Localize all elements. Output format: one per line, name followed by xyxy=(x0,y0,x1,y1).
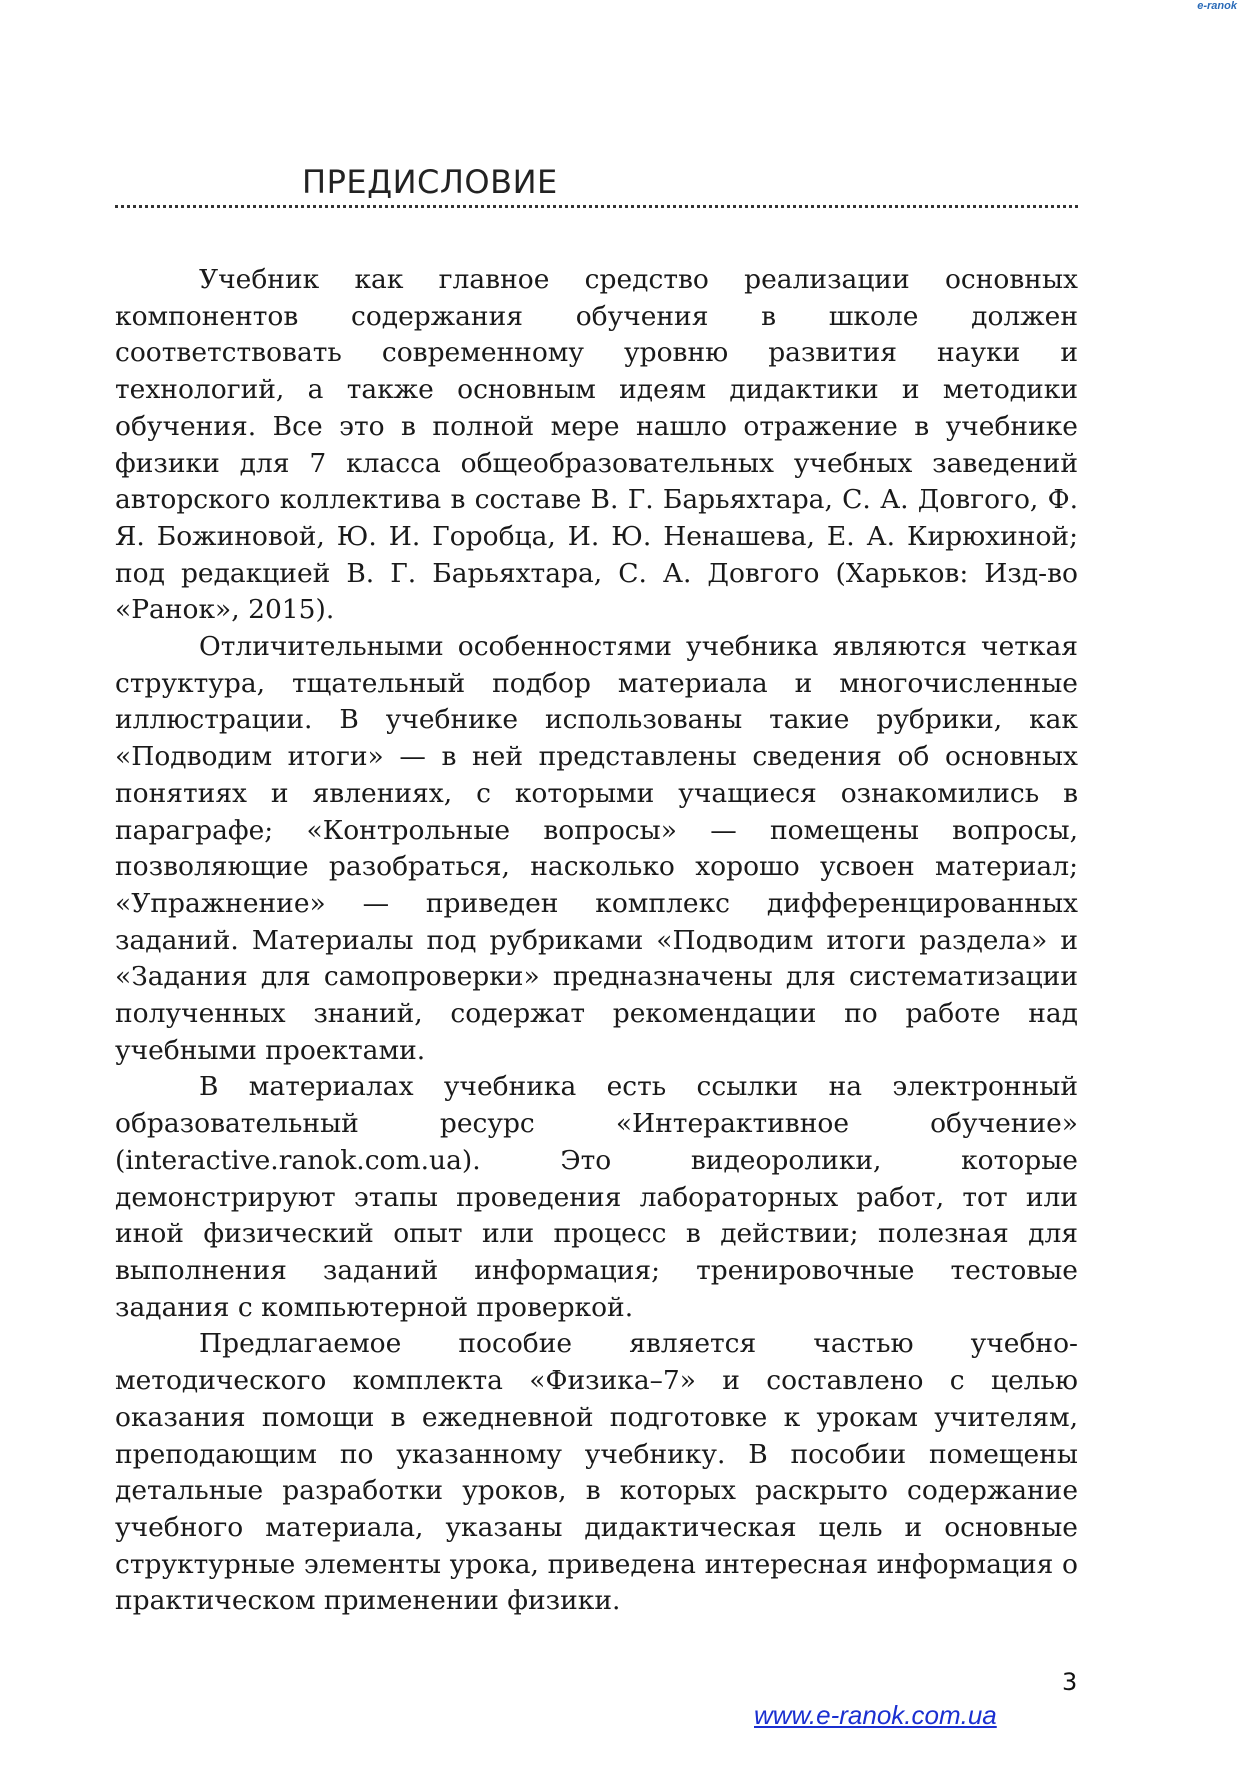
preface-body xyxy=(115,262,1078,1620)
paragraph-1: Учебник как главное средство реализации основных компонентов содержания обучения в школе должен соответствовать современному уровню развития науки и технологий, а также основным идеям дидактики и методики обучения. Все это в полной мере нашло отражение в учебнике физики для 7 класса общеобразовательных учебных заведений авторского коллектива в составе В. Г. Барьяхтара, С. А. Довгого, Ф. Я. Божиновой, Ю. И. Горобца, И. Ю. Ненашева, Е. А. Кирюхиной; под редакцией В. Г. Барьяхтара, С. А. Довгого (Харьков: Изд-во «Ранок», 2015). xyxy=(115,264,1078,626)
footer-website-link[interactable]: www.e-ranok.com.ua xyxy=(754,1700,997,1730)
page-title: ПРЕДИСЛОВИЕ xyxy=(302,163,558,201)
title-dotted-rule xyxy=(115,205,1078,208)
publisher-logo: e-ranok xyxy=(1197,0,1237,12)
paragraph-2: Отличительными особенностями учебника являются четкая структура, тщательный подбор материала и многочисленные иллюстрации. В учебнике использованы такие рубрики, как «Подводим итоги» — в ней представлены сведения об основных понятиях и явлениях, с которыми учащиеся ознакомились в параграфе; «Контрольные вопросы» — помещены вопросы, позволяющие разобраться, насколько хорошо усвоен материал; «Упражнение» — приведен комплекс дифференцированных заданий. Материалы под рубриками «Подводим итоги раздела» и «Задания для самопроверки» предназначены для систематизации полученных знаний, содержат рекомендации по работе над учебными проектами. xyxy=(115,631,1078,1066)
page-number: 3 xyxy=(1062,1668,1078,1696)
paragraph-3: В материалах учебника есть ссылки на электронный образовательный ресурс «Интерактивное обучение» (interactive.ranok.com.ua). Это видеоролики, которые демонстрируют этапы проведения лабораторных работ, тот или иной физический опыт или процесс в действии; полезная для выполнения заданий информация; тренировочные тестовые задания с компьютерной проверкой. xyxy=(115,1071,1078,1323)
paragraph-4: Предлагаемое пособие является частью учебно-методического комплекта «Физика–7» и составлено с целью оказания помощи в ежедневной подготовке к урокам учителям, преподающим по указанному учебнику. В пособии помещены детальные разработки уроков, в которых раскрыто содержание учебного материала, указаны дидактическая цель и основные структурные элементы урока, приведена интересная информация о практическом применении физики. xyxy=(115,1328,1078,1617)
